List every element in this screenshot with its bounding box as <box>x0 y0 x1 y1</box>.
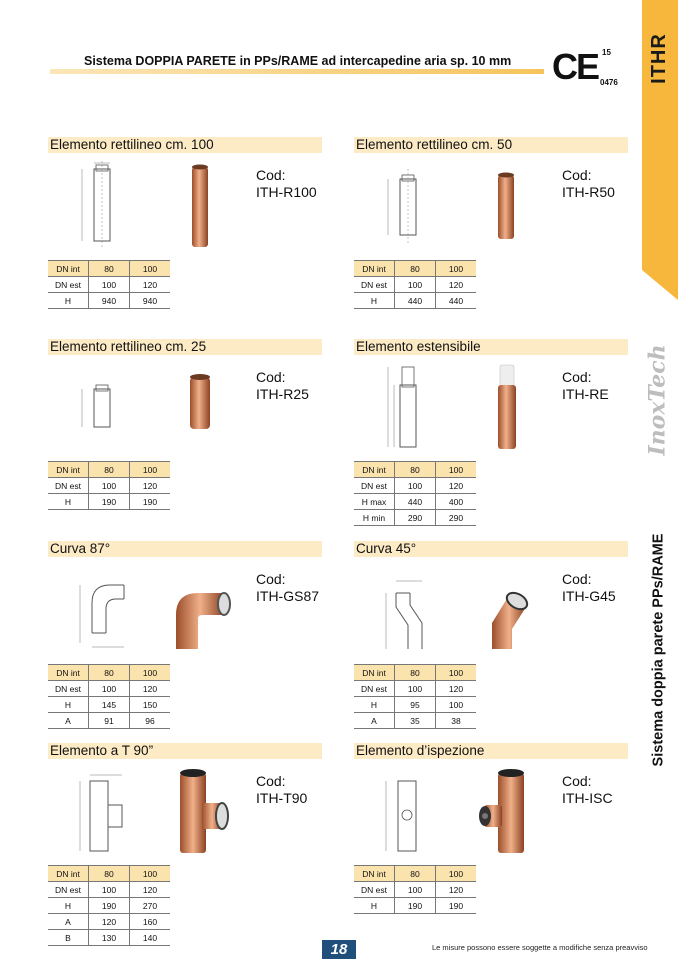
table-row <box>48 293 170 309</box>
table-row <box>48 930 170 946</box>
table-cell: 100 <box>395 882 436 898</box>
table-cell: 120 <box>436 681 477 697</box>
spec-table <box>48 865 170 946</box>
table-row <box>354 293 476 309</box>
table-row <box>48 898 170 914</box>
table-row <box>48 462 170 478</box>
product-inspection <box>354 743 630 933</box>
product-extensible <box>354 339 630 529</box>
technical-drawing-icon <box>378 563 434 653</box>
brand-logo: ITHR <box>647 32 670 84</box>
table-cell: 100 <box>130 261 171 277</box>
pipe-photo <box>472 361 542 451</box>
page-title: Sistema DOPPIA PARETE in PPs/RAME ad intercapedine aria sp. 10 mm <box>84 54 512 68</box>
table-cell: 150 <box>130 697 171 713</box>
table-cell: 120 <box>130 277 171 293</box>
product-straight-100 <box>48 137 324 317</box>
product-code: Cod: ITH-G45 <box>562 571 616 604</box>
table-cell: DN int <box>354 261 395 277</box>
product-title: Curva 87° <box>48 541 322 557</box>
product-elbow-87 <box>48 541 324 731</box>
table-cell: DN int <box>354 866 395 882</box>
table-cell: 190 <box>89 898 130 914</box>
spec-table <box>354 865 476 914</box>
table-cell: 100 <box>89 478 130 494</box>
table-row <box>48 866 170 882</box>
table-cell: 100 <box>395 277 436 293</box>
table-cell: 290 <box>436 510 477 526</box>
product-code: Cod: ITH-T90 <box>256 773 308 806</box>
ce-letters: CE <box>552 46 599 87</box>
table-cell: 940 <box>130 293 171 309</box>
table-cell: DN est <box>354 277 395 293</box>
technical-drawing-icon <box>72 765 128 855</box>
table-cell: H <box>48 697 89 713</box>
table-cell: H <box>354 898 395 914</box>
spec-table <box>48 461 170 510</box>
table-cell: 190 <box>130 494 171 510</box>
table-row <box>48 697 170 713</box>
title-underline <box>50 69 544 74</box>
elbow-photo <box>472 563 542 653</box>
table-row <box>354 277 476 293</box>
table-cell: DN est <box>354 882 395 898</box>
table-cell: H <box>48 293 89 309</box>
table-cell: 95 <box>395 697 436 713</box>
table-cell: A <box>48 914 89 930</box>
table-cell: 100 <box>436 261 477 277</box>
table-row <box>48 261 170 277</box>
elbow-photo <box>166 563 236 653</box>
pipe-photo <box>166 159 236 249</box>
table-row <box>354 462 476 478</box>
product-code: Cod: ITH-RE <box>562 369 609 402</box>
product-title: Elemento d’ispezione <box>354 743 628 759</box>
footer-disclaimer: Le misure possono essere soggette a modifiche senza preavviso <box>432 943 648 952</box>
product-title: Elemento rettilineo cm. 50 <box>354 137 628 153</box>
table-row <box>48 681 170 697</box>
product-code: Cod: ITH-R100 <box>256 167 317 200</box>
table-cell: 120 <box>89 914 130 930</box>
table-cell: 100 <box>436 462 477 478</box>
table-cell: 440 <box>395 494 436 510</box>
inoxtech-logo: InoxTech <box>645 344 671 456</box>
ce-year: 15 <box>602 48 611 57</box>
table-row <box>48 665 170 681</box>
table-row <box>354 713 476 729</box>
technical-drawing-icon <box>72 159 128 249</box>
product-code: Cod: ITH-GS87 <box>256 571 320 604</box>
product-code: Cod: ITH-R25 <box>256 369 309 402</box>
product-elbow-45 <box>354 541 630 731</box>
table-cell: 190 <box>436 898 477 914</box>
table-cell: DN int <box>354 665 395 681</box>
spec-table <box>48 664 170 729</box>
table-cell: DN est <box>48 478 89 494</box>
table-cell: 80 <box>395 462 436 478</box>
table-cell: 120 <box>436 478 477 494</box>
spec-table <box>48 260 170 309</box>
table-cell: 91 <box>89 713 130 729</box>
table-cell: 100 <box>395 681 436 697</box>
table-row <box>48 494 170 510</box>
table-cell: DN int <box>48 866 89 882</box>
product-code: Cod: ITH-ISC <box>562 773 613 806</box>
side-accent-tip <box>642 270 678 300</box>
table-cell: 80 <box>395 665 436 681</box>
table-row <box>354 697 476 713</box>
table-cell: 160 <box>130 914 171 930</box>
page-number: 18 <box>322 940 356 959</box>
table-cell: 100 <box>395 478 436 494</box>
technical-drawing-icon <box>378 361 434 451</box>
table-cell: 440 <box>395 293 436 309</box>
table-cell: DN est <box>48 277 89 293</box>
side-title: Sistema doppia parete PPs/RAME <box>650 533 666 767</box>
table-row <box>354 681 476 697</box>
table-row <box>48 914 170 930</box>
table-row <box>354 866 476 882</box>
table-cell: A <box>354 713 395 729</box>
table-cell: 100 <box>130 866 171 882</box>
table-cell: H <box>48 898 89 914</box>
table-cell: 100 <box>89 681 130 697</box>
product-code: Cod: ITH-R50 <box>562 167 615 200</box>
table-cell: DN int <box>48 462 89 478</box>
table-cell: 100 <box>436 665 477 681</box>
table-cell: 400 <box>436 494 477 510</box>
table-cell: H <box>354 697 395 713</box>
table-cell: 190 <box>395 898 436 914</box>
table-cell: B <box>48 930 89 946</box>
table-cell: 100 <box>436 697 477 713</box>
table-cell: 120 <box>130 478 171 494</box>
table-cell: 80 <box>395 261 436 277</box>
table-cell: DN est <box>354 681 395 697</box>
technical-drawing-icon <box>72 563 128 653</box>
product-title: Elemento rettilineo cm. 100 <box>48 137 322 153</box>
pipe-photo <box>472 159 542 249</box>
ce-notified-body: 0476 <box>600 78 618 87</box>
table-cell: 140 <box>130 930 171 946</box>
table-cell: 130 <box>89 930 130 946</box>
table-cell: 80 <box>89 261 130 277</box>
table-row <box>48 713 170 729</box>
pipe-photo <box>166 361 236 451</box>
table-cell: 100 <box>89 277 130 293</box>
table-cell: 80 <box>89 665 130 681</box>
table-cell: 290 <box>395 510 436 526</box>
table-cell: 100 <box>89 882 130 898</box>
table-row <box>354 898 476 914</box>
table-cell: 940 <box>89 293 130 309</box>
product-tee-90 <box>48 743 324 953</box>
table-cell: DN int <box>48 665 89 681</box>
table-cell: DN int <box>354 462 395 478</box>
table-cell: 96 <box>130 713 171 729</box>
table-cell: DN int <box>48 261 89 277</box>
product-title: Elemento a T 90” <box>48 743 322 759</box>
product-straight-50 <box>354 137 630 317</box>
table-cell: 80 <box>89 866 130 882</box>
table-cell: 80 <box>395 866 436 882</box>
table-cell: 100 <box>130 462 171 478</box>
product-title: Curva 45° <box>354 541 628 557</box>
product-title: Elemento estensibile <box>354 339 628 355</box>
table-cell: H <box>48 494 89 510</box>
table-cell: H max <box>354 494 395 510</box>
table-cell: DN est <box>48 681 89 697</box>
table-cell: 270 <box>130 898 171 914</box>
tee-photo <box>166 765 236 855</box>
table-cell: H min <box>354 510 395 526</box>
table-cell: 190 <box>89 494 130 510</box>
table-cell: 120 <box>436 277 477 293</box>
table-cell: 100 <box>436 866 477 882</box>
table-cell: 145 <box>89 697 130 713</box>
product-title: Elemento rettilineo cm. 25 <box>48 339 322 355</box>
technical-drawing-icon <box>378 765 434 855</box>
spec-table <box>354 461 476 526</box>
table-cell: 120 <box>436 882 477 898</box>
table-cell: DN est <box>48 882 89 898</box>
table-cell: 38 <box>436 713 477 729</box>
table-row <box>354 478 476 494</box>
table-row <box>354 494 476 510</box>
table-cell: 440 <box>436 293 477 309</box>
spec-table <box>354 664 476 729</box>
table-cell: 120 <box>130 681 171 697</box>
table-cell: H <box>354 293 395 309</box>
technical-drawing-icon <box>72 361 128 451</box>
table-row <box>354 665 476 681</box>
table-cell: 120 <box>130 882 171 898</box>
table-row <box>354 510 476 526</box>
table-cell: A <box>48 713 89 729</box>
inspection-photo <box>472 765 542 855</box>
technical-drawing-icon <box>378 159 434 249</box>
table-cell: 80 <box>89 462 130 478</box>
table-row <box>354 882 476 898</box>
table-row <box>354 261 476 277</box>
table-cell: DN est <box>354 478 395 494</box>
ce-mark <box>552 46 618 88</box>
table-row <box>48 478 170 494</box>
table-row <box>48 277 170 293</box>
table-cell: 100 <box>130 665 171 681</box>
spec-table <box>354 260 476 309</box>
product-straight-25 <box>48 339 324 529</box>
table-row <box>48 882 170 898</box>
table-cell: 35 <box>395 713 436 729</box>
